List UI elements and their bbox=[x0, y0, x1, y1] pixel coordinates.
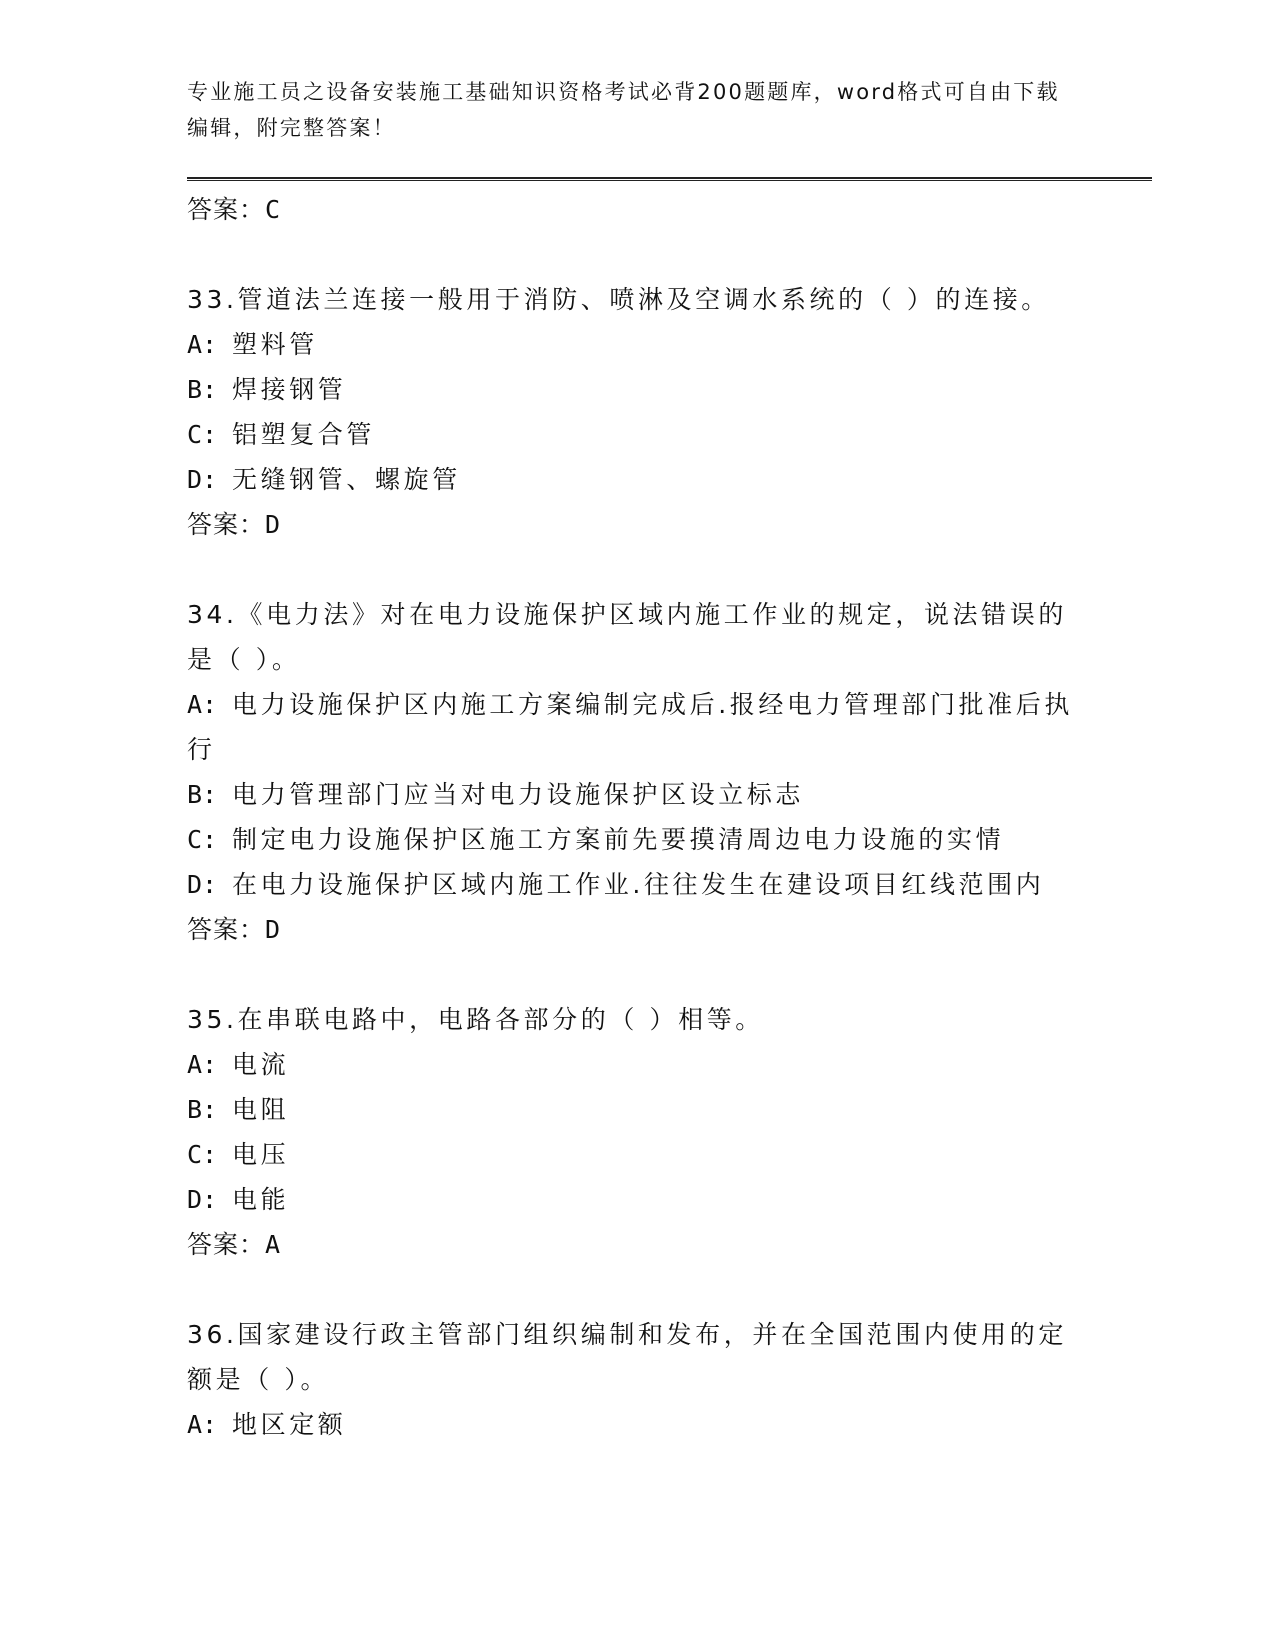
option-text: 电力管理部门应当对电力设施保护区设立标志 bbox=[232, 780, 805, 809]
answer-label: 答案： bbox=[187, 195, 266, 224]
option-a bbox=[187, 1042, 1087, 1087]
option-a bbox=[187, 322, 1087, 367]
answer-label: 答案： bbox=[187, 1230, 266, 1259]
option-d bbox=[187, 862, 1087, 907]
option-text: 焊接钢管 bbox=[232, 375, 347, 404]
question-block bbox=[187, 1312, 1087, 1447]
option-key: D: bbox=[187, 870, 218, 899]
answer-label: 答案： bbox=[187, 510, 266, 539]
option-text: 制定电力设施保护区施工方案前先要摸清周边电力设施的实情 bbox=[232, 825, 1005, 854]
question-block bbox=[187, 592, 1087, 952]
option-text: 无缝钢管、螺旋管 bbox=[232, 465, 461, 494]
header-divider bbox=[187, 177, 1152, 181]
option-key: B: bbox=[187, 1095, 218, 1124]
option-d bbox=[187, 1177, 1087, 1222]
option-key: C: bbox=[187, 420, 218, 449]
answer-line bbox=[187, 907, 1087, 952]
option-key: A: bbox=[187, 330, 218, 359]
option-b bbox=[187, 772, 1087, 817]
option-key: D: bbox=[187, 1185, 218, 1214]
option-b bbox=[187, 367, 1087, 412]
option-key: A: bbox=[187, 1050, 218, 1079]
option-text: 在电力设施保护区域内施工作业.往往发生在建设项目红线范围内 bbox=[232, 870, 1045, 899]
option-c bbox=[187, 1132, 1087, 1177]
option-text: 电压 bbox=[232, 1140, 290, 1169]
option-c bbox=[187, 412, 1087, 457]
question-stem: 36.国家建设行政主管部门组织编制和发布，并在全国范围内使用的定额是（ ）。 bbox=[187, 1320, 1067, 1394]
question-content bbox=[187, 187, 1087, 1447]
question-block bbox=[187, 277, 1087, 547]
page-header: 专业施工员之设备安装施工基础知识资格考试必背200题题库，word格式可自由下载编辑，附完整答案！ bbox=[187, 80, 1060, 140]
answer-line bbox=[187, 187, 1087, 232]
answer-line bbox=[187, 1222, 1087, 1267]
option-b bbox=[187, 1087, 1087, 1132]
option-key: A: bbox=[187, 690, 218, 719]
question-stem: 35.在串联电路中，电路各部分的（ ）相等。 bbox=[187, 1005, 764, 1034]
option-text: 铝塑复合管 bbox=[232, 420, 376, 449]
option-text: 电能 bbox=[232, 1185, 290, 1214]
option-text: 电力设施保护区内施工方案编制完成后.报经电力管理部门批准后执行 bbox=[187, 690, 1073, 764]
option-key: C: bbox=[187, 1140, 218, 1169]
answer-label: 答案： bbox=[187, 915, 266, 944]
answer-line bbox=[187, 502, 1087, 547]
option-text: 塑料管 bbox=[232, 330, 318, 359]
question-block bbox=[187, 997, 1087, 1267]
option-c bbox=[187, 817, 1087, 862]
option-text: 电阻 bbox=[232, 1095, 290, 1124]
option-key: B: bbox=[187, 780, 218, 809]
option-d bbox=[187, 457, 1087, 502]
option-key: A: bbox=[187, 1410, 218, 1439]
answer-value: C bbox=[265, 195, 282, 224]
option-text: 地区定额 bbox=[232, 1410, 347, 1439]
option-text: 电流 bbox=[232, 1050, 290, 1079]
option-a bbox=[187, 1402, 1087, 1447]
question-stem: 34.《电力法》对在电力设施保护区域内施工作业的规定，说法错误的是（ ）。 bbox=[187, 600, 1067, 674]
answer-value: A bbox=[265, 1230, 282, 1259]
option-key: C: bbox=[187, 825, 218, 854]
option-key: B: bbox=[187, 375, 218, 404]
answer-value: D bbox=[265, 915, 282, 944]
answer-value: D bbox=[265, 510, 282, 539]
option-a bbox=[187, 682, 1087, 772]
option-key: D: bbox=[187, 465, 218, 494]
question-stem: 33.管道法兰连接一般用于消防、喷淋及空调水系统的（ ）的连接。 bbox=[187, 285, 1050, 314]
